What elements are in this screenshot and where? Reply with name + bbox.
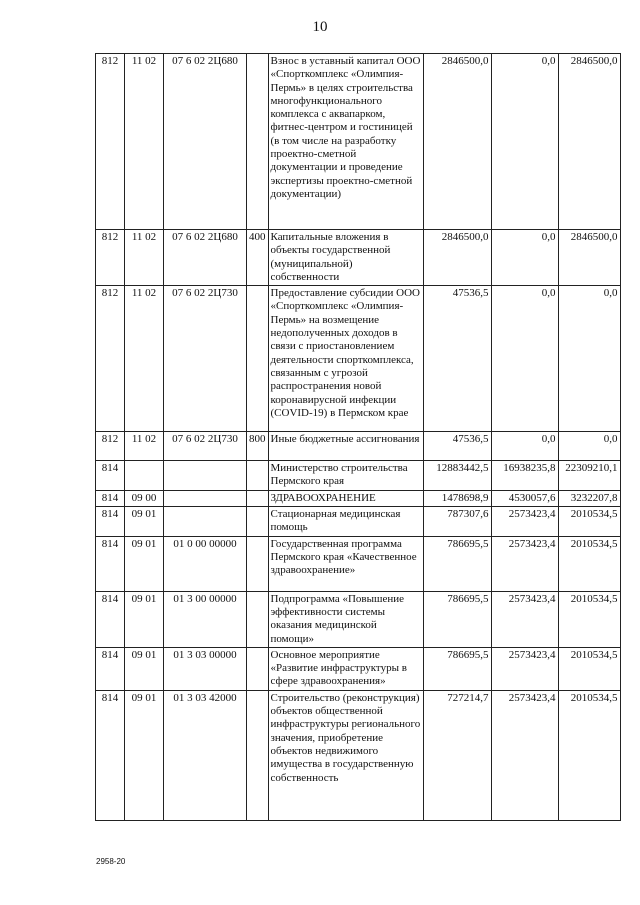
table-row (96, 647, 621, 690)
cell-sum-2021: 727214,7 (423, 690, 491, 820)
cell-sum-2022: 0,0 (491, 230, 558, 286)
cell-expense-type (247, 490, 269, 506)
cell-ved: 814 (96, 461, 125, 491)
cell-sum-2022: 0,0 (491, 54, 558, 230)
cell-expense-type (247, 286, 269, 432)
cell-sum-2023: 2010534,5 (558, 647, 620, 690)
cell-sum-2021: 786695,5 (423, 647, 491, 690)
cell-sum-2023: 3232207,8 (558, 490, 620, 506)
cell-target-article: 07 6 02 2Ц680 (164, 54, 247, 230)
page-number: 10 (312, 19, 328, 35)
cell-sum-2021: 2846500,0 (423, 230, 491, 286)
cell-section: 11 02 (125, 286, 164, 432)
cell-name: Капитальные вложения в объекты государственной (муниципальной) собственности (268, 230, 423, 286)
cell-sum-2021: 47536,5 (423, 432, 491, 461)
cell-sum-2021: 2846500,0 (423, 54, 491, 230)
cell-section (125, 461, 164, 491)
cell-ved: 814 (96, 591, 125, 647)
cell-ved: 814 (96, 490, 125, 506)
cell-target-article (164, 507, 247, 537)
table-row (96, 432, 621, 461)
cell-ved: 814 (96, 507, 125, 537)
table-row (96, 230, 621, 286)
cell-sum-2022: 2573423,4 (491, 690, 558, 820)
cell-section: 09 01 (125, 536, 164, 591)
document-code: 2958-20 (96, 857, 126, 866)
cell-ved: 812 (96, 286, 125, 432)
cell-section: 09 00 (125, 490, 164, 506)
cell-sum-2023: 0,0 (558, 432, 620, 461)
table-row (96, 286, 621, 432)
cell-expense-type (247, 54, 269, 230)
table-row (96, 490, 621, 506)
cell-sum-2023: 0,0 (558, 286, 620, 432)
cell-expense-type (247, 536, 269, 591)
cell-target-article (164, 461, 247, 491)
cell-sum-2023: 2846500,0 (558, 230, 620, 286)
cell-sum-2023: 2010534,5 (558, 507, 620, 537)
cell-sum-2023: 2010534,5 (558, 591, 620, 647)
table-row (96, 536, 621, 591)
cell-sum-2021: 786695,5 (423, 536, 491, 591)
cell-sum-2023: 2010534,5 (558, 536, 620, 591)
cell-name: Государственная программа Пермского края «Качественное здравоохранение» (268, 536, 423, 591)
cell-sum-2021: 787307,6 (423, 507, 491, 537)
cell-expense-type (247, 507, 269, 537)
cell-name: Иные бюджетные ассигнования (268, 432, 423, 461)
cell-expense-type (247, 591, 269, 647)
cell-section: 11 02 (125, 230, 164, 286)
cell-sum-2021: 12883442,5 (423, 461, 491, 491)
cell-sum-2021: 786695,5 (423, 591, 491, 647)
cell-ved: 812 (96, 54, 125, 230)
cell-name: Предоставление субсидии ООО «Спорткомплекс «Олимпия-Пермь» на возмещение недополученных доходов в связи с приостановлением деятельности спорткомплекса, связанным с угрозой распространения новой коронавирусной инфекции (COVID-19) в Пермском крае (268, 286, 423, 432)
cell-sum-2022: 0,0 (491, 432, 558, 461)
cell-target-article: 01 3 00 00000 (164, 591, 247, 647)
cell-expense-type: 400 (247, 230, 269, 286)
cell-sum-2023: 22309210,1 (558, 461, 620, 491)
cell-section: 09 01 (125, 690, 164, 820)
cell-target-article: 07 6 02 2Ц730 (164, 432, 247, 461)
cell-name: ЗДРАВООХРАНЕНИЕ (268, 490, 423, 506)
cell-target-article: 01 3 03 42000 (164, 690, 247, 820)
cell-target-article: 07 6 02 2Ц730 (164, 286, 247, 432)
cell-sum-2021: 47536,5 (423, 286, 491, 432)
cell-ved: 814 (96, 690, 125, 820)
cell-sum-2022: 2573423,4 (491, 536, 558, 591)
cell-name: Подпрограмма «Повышение эффективности системы оказания медицинской помощи» (268, 591, 423, 647)
cell-ved: 814 (96, 647, 125, 690)
cell-section: 11 02 (125, 432, 164, 461)
cell-expense-type: 800 (247, 432, 269, 461)
cell-ved: 814 (96, 536, 125, 591)
table-row (96, 54, 621, 230)
cell-sum-2022: 4530057,6 (491, 490, 558, 506)
cell-sum-2022: 16938235,8 (491, 461, 558, 491)
cell-name: Стационарная медицинская помощь (268, 507, 423, 537)
cell-sum-2022: 0,0 (491, 286, 558, 432)
table-row (96, 507, 621, 537)
cell-name: Строительство (реконструкция) объектов общественной инфраструктуры регионального значения, приобретение объектов недвижимого имущества в государственную собственность (268, 690, 423, 820)
cell-name: Основное мероприятие «Развитие инфраструктуры в сфере здравоохранения» (268, 647, 423, 690)
cell-section: 11 02 (125, 54, 164, 230)
cell-target-article (164, 490, 247, 506)
table-row (96, 690, 621, 820)
cell-expense-type (247, 647, 269, 690)
cell-section: 09 01 (125, 591, 164, 647)
cell-name: Взнос в уставный капитал ООО «Спорткомплекс «Олимпия-Пермь» в целях строительства многофункционального комплекса с аквапарком, фитнес-центром и гостиницей (в том числе на разработку проектно-сметной документации и проведение экспертизы проектно-сметной документации) (268, 54, 423, 230)
cell-sum-2023: 2846500,0 (558, 54, 620, 230)
cell-target-article: 07 6 02 2Ц680 (164, 230, 247, 286)
cell-target-article: 01 0 00 00000 (164, 536, 247, 591)
cell-sum-2022: 2573423,4 (491, 507, 558, 537)
cell-sum-2022: 2573423,4 (491, 647, 558, 690)
cell-target-article: 01 3 03 00000 (164, 647, 247, 690)
table-row (96, 461, 621, 491)
cell-section: 09 01 (125, 647, 164, 690)
cell-sum-2022: 2573423,4 (491, 591, 558, 647)
cell-ved: 812 (96, 432, 125, 461)
cell-expense-type (247, 690, 269, 820)
cell-ved: 812 (96, 230, 125, 286)
table-row (96, 591, 621, 647)
cell-sum-2023: 2010534,5 (558, 690, 620, 820)
cell-expense-type (247, 461, 269, 491)
budget-table (95, 53, 621, 821)
cell-sum-2021: 1478698,9 (423, 490, 491, 506)
cell-section: 09 01 (125, 507, 164, 537)
cell-name: Министерство строительства Пермского края (268, 461, 423, 491)
